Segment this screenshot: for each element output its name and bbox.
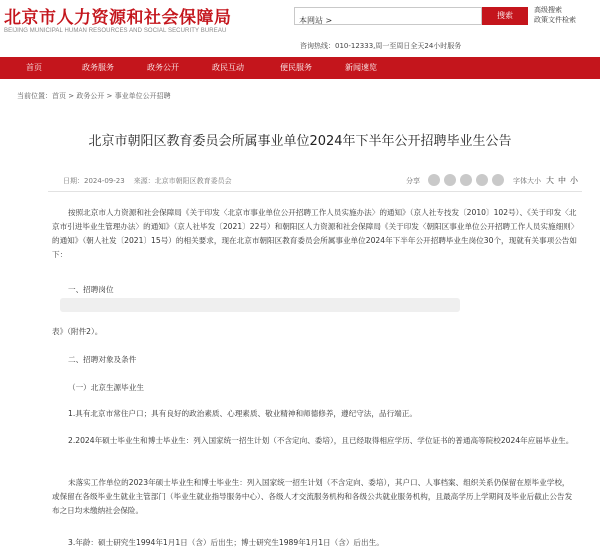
search-button[interactable]: 搜索 xyxy=(482,7,528,25)
search-input[interactable] xyxy=(295,13,481,29)
condition-3: 未落实工作单位的2023年硕士毕业生和博士毕业生：列入国家统一招生计划（不含定向、委培），其户口、人事档案、组织关系仍保留在原毕业学校，或保留在各级毕业生就业主管部门（毕业生就业指导服务中心）、各级人才交流服务机构和各级公共就业服务机构，且最高学历上学期间及毕业后截止公告发布之日均未缴纳社会保险。 xyxy=(52,478,573,515)
font-size-medium-button[interactable]: 中 xyxy=(558,176,566,185)
nav-item-convenience[interactable]: 便民服务 xyxy=(280,63,312,72)
nav-item-news[interactable]: 新闻速览 xyxy=(345,63,377,72)
search-box[interactable] xyxy=(294,7,482,25)
nav-item-services[interactable]: 政务服务 xyxy=(82,63,114,72)
subsection-heading-beijing: （一）北京生源毕业生 xyxy=(68,383,144,392)
condition-1: 1.具有北京市常住户口；具有良好的政治素质、心理素质、敬业精神和师德修养，遵纪守法，品行端正。 xyxy=(68,409,417,418)
article-meta xyxy=(48,172,582,192)
main-nav xyxy=(0,57,600,79)
site-header xyxy=(0,0,600,56)
share-icon-2[interactable] xyxy=(444,174,456,186)
font-size-large-button[interactable]: 大 xyxy=(546,176,554,185)
share-icon-1[interactable] xyxy=(428,174,440,186)
search-links xyxy=(534,5,576,25)
condition-2: 2.2024年硕士毕业生和博士毕业生：列入国家统一招生计划（不含定向、委培），且已经取得相应学历、学位证书的普通高等院校2024年应届毕业生。 xyxy=(68,436,574,445)
share-icon-4[interactable] xyxy=(476,174,488,186)
site-logo-title[interactable]: 北京市人力资源和社会保障局 xyxy=(4,8,232,28)
font-size-label: 字体大小 xyxy=(513,177,541,185)
article-title: 北京市朝阳区教育委员会所属事业单位2024年下半年公开招聘毕业生公告 xyxy=(88,134,512,149)
hotline-text: 咨询热线：010-12333,周一至周日全天24小时服务 xyxy=(300,42,462,50)
policy-document-search-link[interactable]: 政策文件检索 xyxy=(534,16,576,24)
font-size-small-button[interactable]: 小 xyxy=(570,176,578,185)
annex-fragment: 表》（附件2）。 xyxy=(52,327,103,336)
share-label: 分享 xyxy=(406,177,420,185)
article-source: 来源：北京市朝阳区教育委员会 xyxy=(133,177,232,185)
share-icon-3[interactable] xyxy=(460,174,472,186)
breadcrumb[interactable]: 当前位置：首页 > 政务公开 > 事业单位公开招聘 xyxy=(17,92,171,100)
section-heading-positions: 一、招聘岗位 xyxy=(68,285,114,294)
nav-item-interaction[interactable]: 政民互动 xyxy=(212,63,244,72)
section-heading-eligibility: 二、招聘对象及条件 xyxy=(68,355,137,364)
condition-4: 3.年龄：硕士研究生1994年1月1日（含）后出生；博士研究生1989年1月1日（含）后出生。 xyxy=(68,538,384,547)
site-logo-subtitle: BEIJING MUNICIPAL HUMAN RESOURCES AND SOCIAL SECURITY BUREAU xyxy=(4,28,227,34)
article-date: 日期：2024-09-23 xyxy=(63,177,125,185)
advanced-search-link[interactable]: 高级搜索 xyxy=(534,6,562,14)
redacted-region xyxy=(60,298,460,312)
nav-item-open-government[interactable]: 政务公开 xyxy=(147,63,179,72)
article-date-source xyxy=(63,176,232,186)
nav-item-home[interactable]: 首页 xyxy=(26,63,42,72)
share-icon-5[interactable] xyxy=(492,174,504,186)
intro-paragraph: 按照北京市人力资源和社会保障局《关于印发〈北京市事业单位公开招聘工作人员实施办法〉的通知》（京人社专技发〔2010〕102号）、《关于印发〈北京市引进毕业生管理办法〉的通知》（京人社毕发〔2021〕22号）和朝阳区人力资源和社会保障局《关于印发〈朝阳区事业单位公开招聘工作人员实施细则〉的通知》（朝人社发〔2021〕15号）的相关要求，现在北京市朝阳区教育委员会所属事业单位2024年下半年公开招聘毕业生岗位30个，现就有关事项公告如下： xyxy=(52,208,577,259)
